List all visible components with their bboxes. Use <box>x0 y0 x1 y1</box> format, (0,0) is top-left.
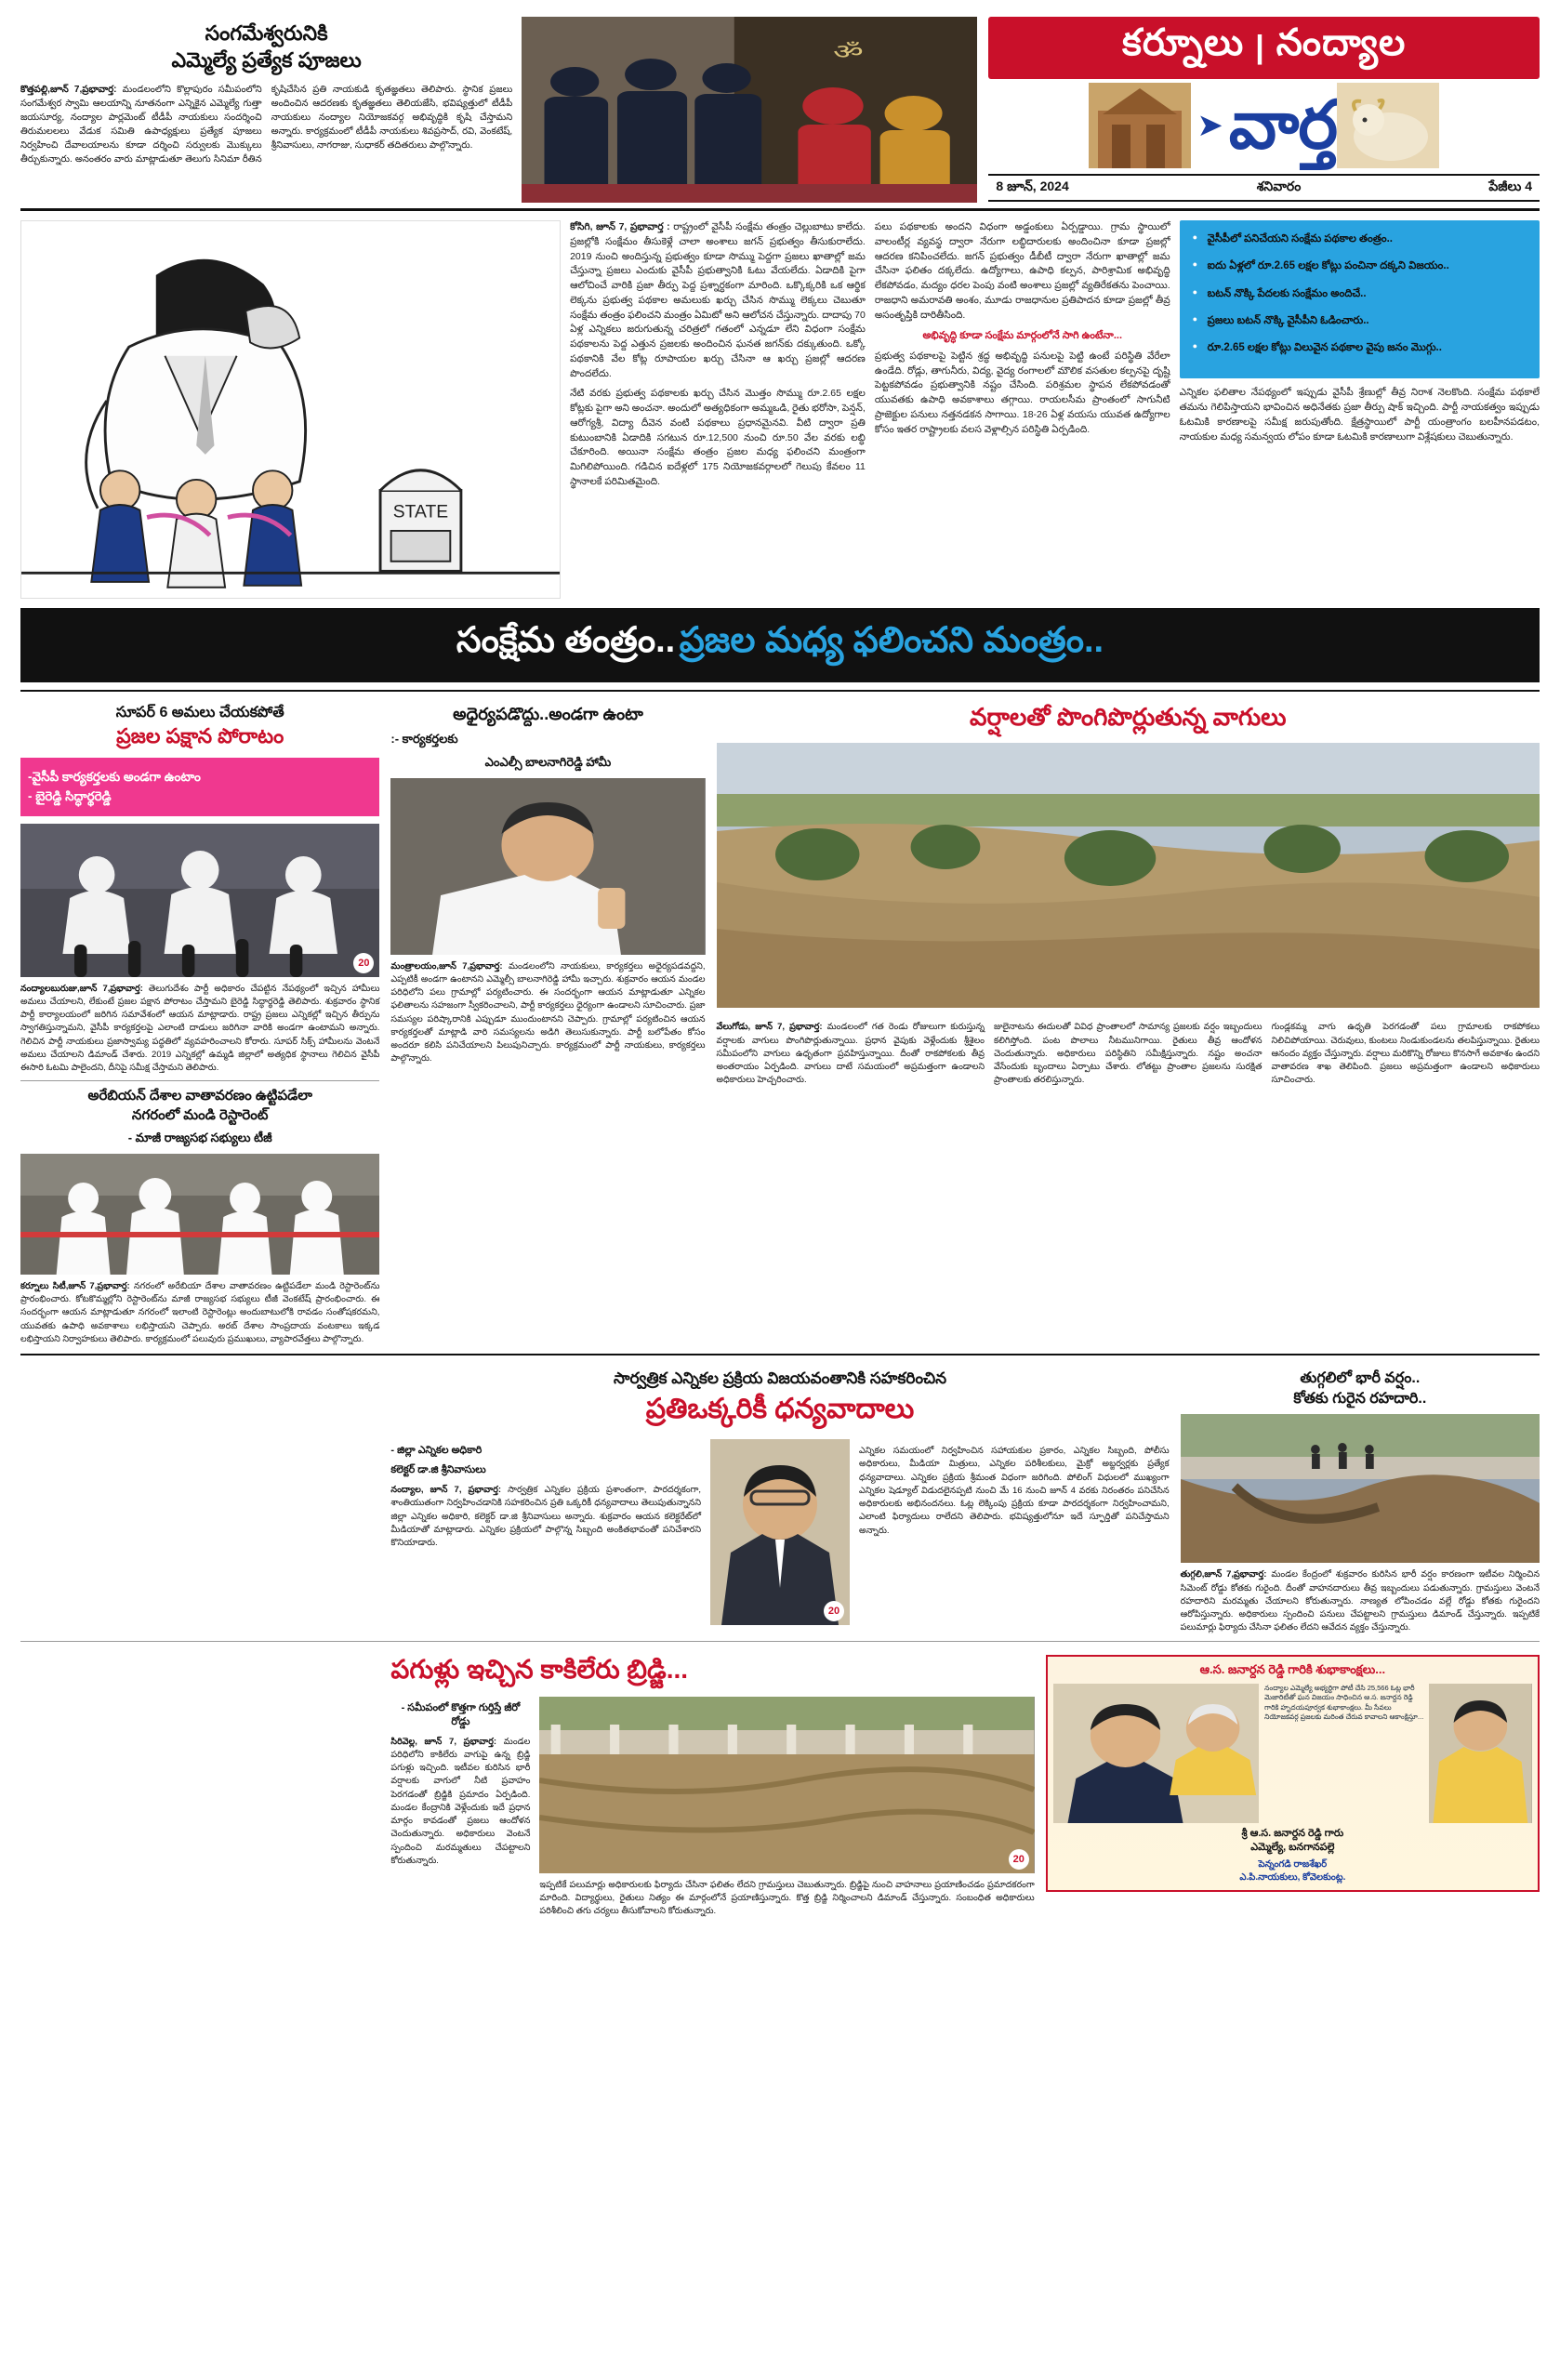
restaurant-caption <box>20 1280 379 1346</box>
bridge-col1-text: మండల పరిధిలోని కాకిలేరు వాగుపై ఉన్న బ్రిడ్జి పగుళ్లు ఇచ్చింది. ఇటీవల కురిసిన భారీ వర్షాలకు వాగులో నీటి ప్రవాహం పెరగడంతో బ్రిడ్జికి ప్రమాదం ఏర్పడింది. మండల కేంద్రానికి వెళ్లేందుకు ఇదే ప్రధాన మార్గం కావడంతో ప్రజలు ఆందోళన చెందుతున్నారు. అధికారులు వెంటనే స్పందించి మరమ్మతులు చేపట్టాలని కోరుతున్నారు. <box>390 1736 531 1866</box>
top-story <box>570 220 1170 599</box>
lead-story <box>20 17 522 203</box>
divider <box>20 1080 379 1081</box>
streams-col1-text: మండలంలో గత రెండు రోజులుగా కురుస్తున్న వర్షాలకు వాగులు పొంగిపొర్లుతున్నాయి. ప్రధాన వైపుకు వెళ్లేందుకు శ్రీశైలం సమీపంలోని వాగులు ఉధృతంగా ప్రవహిస్తున్నాయి. దీంతో రాకపోకలకు తీవ్ర అంతరాయం ఏర్పడింది. వాగులు దాటే సమయంలో అప్రమత్తంగా ఉండాలని అధికారులు హెచ్చరించారు. <box>716 1022 985 1086</box>
support-portrait <box>390 778 705 955</box>
divider <box>20 1641 1540 1642</box>
banner-part1: సంక్షేమ తంత్రం.. <box>456 621 676 661</box>
streams-columns <box>717 1015 1540 1087</box>
masthead <box>20 17 1540 211</box>
super6-caption-text: తెలుగుదేశం పార్టీ అధికారం చేపట్టిన నేపథ్యంలో ఇచ్చిన హామీలు అమలు చేయాలని, లేకుంటే ప్రజల పక్షాన పోరాటం చేస్తామని బైరెడ్డి సిద్ధార్థరెడ్డి తెలిపారు. శుక్రవారం స్థానిక పార్టీ కార్యాలయంలో జరిగిన సమావేశంలో ఆయన మాట్లాడారు. రాష్ట్ర ప్రజలు ఎన్నికల్లో ఇచ్చిన తీర్పును స్వాగతిస్తున్నామని, వైసీపీ కార్యకర్తలపై ఎలాంటి దాడులు జరిగినా వారికి అండగా ఉంటామని అన్నారు. గెలిచిన పార్టీ నాయకులు ప్రజాస్వామ్య పద్ధతిలో వ్యవహరించాలని కోరారు. సూపర్ సిక్స్ హామీలను వెంటనే అమలు చేయాలని డిమాండ్ చేశారు. 2019 ఎన్నికల్లో ఉమ్మడి జిల్లాలో అత్యధిక స్థానాలు గెలిచిన వైసీపీ ఈసారి ఓటమి పాలైందని, దీనిపై సమీక్ష చేస్తామని తెలిపారు. <box>20 983 380 1074</box>
bridge-sub: - సమీపంలో కొత్తగా గుర్తిస్తే జీరో రోడ్డు <box>401 1701 521 1727</box>
lead-body <box>20 83 512 166</box>
lead-photo-image <box>522 17 977 203</box>
streams-dateline: వేలుగోడు, జూన్ 7, ప్రభావార్త: <box>716 1022 823 1033</box>
feature-banner <box>20 608 1540 682</box>
list-item: ● ప్రజలు బటన్ నొక్కి వైసీపీని ఓడించారు.. <box>1193 313 1530 329</box>
restaurant-headline <box>20 1087 379 1125</box>
super6-kicker: సూపర్ 6 అమలు చేయకపోతే <box>115 705 284 721</box>
support-sub1: :- కార్యకర్తలకు <box>390 731 458 746</box>
thanks-sub: - జిల్లా ఎన్నికల అధికారి <box>390 1445 483 1457</box>
ad-photo-right <box>1429 1684 1532 1823</box>
lead-headline-line2: ఎమ్మెల్యే ప్రత్యేక పూజలు <box>171 47 362 72</box>
streams-col-2: జులైనాటను ఈదులతో వివిధ ప్రాంతాలలో సామాన్య ప్రజలకు వర్షం ఇబ్బందులు కలిగిస్తోంది. పంట పొలాలు నీటమునిగాయి. రైతులు తీవ్ర ఆందోళన చెందుతున్నారు. అధికారులు పరిస్థితిని సమీక్షిస్తున్నారు. నష్టం అంచనా వేసేందుకు బృందాలు ఏర్పాటు చేశారు. లోతట్టు ప్రాంతాల ప్రజలను సురక్షిత ప్రాంతాలకు తరలిస్తున్నారు. <box>994 1022 1263 1086</box>
top-story-col3-text: పలు పథకాలకు అందని విధంగా అడ్డంకులు ఏర్పడ్డాయి. గ్రామ స్థాయిలో వాలంటీర్ల వ్యవస్థ ద్వారా నేరుగా లబ్ధిదారులకు అందించినా కూడా ప్రజల్లో ఆదరణ కనిపించలేదు. జగన్ ప్రభుత్వం డీబీటీ ద్వారా నేరుగా ఖాతాల్లో జమ చేసినా ఫలితం దక్కలేదు. ఉద్యోగాలు, ఉపాధి కల్పన, పారిశ్రామిక అభివృద్ధి లేకపోవడం, మద్యం ధరల పెంపు వంటి అంశాలు ప్రజల్లో వ్యతిరేకతను పెంచాయి. రాజధాని అమరావతి అంశం, మూడు రాజధానుల ప్రతిపాదన కూడా ప్రజల్లో తీవ్ర అసంతృప్తికి దారితీసింది. <box>874 221 1170 321</box>
ad-body-text: నంద్యాల ఎమ్మెల్యే అభ్యర్థిగా పోటీ చేసి 25,566 ఓట్ల భారీ మెజారిటీతో ఘన విజయం సాధించిన ఆ.స. జనార్దన రెడ్డి గారికి హృదయపూర్వక శుభాకాంక్షలు. మీ సేవలు నియోజకవర్గ ప్రజలకు మరింత చేరువ కావాలని ఆకాంక్షిస్తూ... <box>1264 1683 1424 1722</box>
bridge-content <box>390 1697 1034 1919</box>
top-story-col-1 <box>570 220 866 599</box>
list-item: ● రూ.2.65 లక్షల కోట్లు విలువైన పథకాల వైపు జనం మొగ్గు.. <box>1193 340 1530 356</box>
support-headline: అధైర్యపడొద్దు..అండగా ఉంటా <box>453 705 643 724</box>
svg-text:ॐ: ॐ <box>833 40 864 64</box>
nameplate-footer <box>988 174 1540 202</box>
super6-photo <box>20 824 379 977</box>
highlights-box <box>1180 220 1540 599</box>
streams-col-1 <box>717 1021 985 1087</box>
nameplate-edition <box>988 17 1540 79</box>
super6-quote-line2: - బైరెడ్డి సిద్ధార్థరెడ్డి <box>28 789 112 804</box>
thanks-left <box>390 1439 701 1625</box>
lead-headline-line1: సంగమేశ్వరునికి <box>205 21 328 45</box>
divider <box>20 690 1540 692</box>
top-story-col-2 <box>875 220 1170 599</box>
bridge-headline: పగుళ్లు ఇచ్చిన కాకిలేరు బ్రిడ్జి... <box>390 1654 689 1684</box>
ad-sponsor <box>1053 1858 1532 1884</box>
ad-subject-name <box>1053 1827 1532 1856</box>
ad-subject-line2: ఎమ్మెల్యే, బనగానపల్లె <box>1250 1842 1335 1854</box>
highlights-card <box>1180 220 1540 378</box>
thanks-portrait-wrap <box>710 1439 850 1625</box>
edition-right: నంద్యాల <box>1276 22 1407 63</box>
ad-photo-left <box>1053 1684 1259 1823</box>
nameplate <box>977 17 1540 203</box>
bridge-left <box>390 1697 530 1919</box>
bridge-photo <box>539 1697 1034 1873</box>
support-caption <box>390 960 705 1066</box>
top-story-col1-text: రాష్ట్రంలో వైసీపీ సంక్షేమ తంత్రం చెల్లుబాటు కాలేదు. ప్రజల్లోకి సంక్షేమం తీసుకెళ్లే చాలా అంశాలు జగన్ ప్రభుత్వం తీసుకురాలేదు. 2019 నుంచి అందిస్తున్న ప్రభుత్వం కూడా సొమ్ము పెద్దగా ప్రజలు ఖాతాల్లో జమ చేస్తున్నా ప్రజలు ఎందుకు వైసీపీ ప్రభుత్వానికి ఓటు వేయలేదు. ఏడాదికి పైగా ఆలోచించే వారికి ప్రజా తీర్పు పెద్ద ప్రశ్నార్ధకంగా మారింది. ఒక్కొక్కరికి ఒక ఆర్థిక లెక్కను ప్రభుత్వ పథకాల అమలుకు ఖర్చు చేసిన సొమ్ము లెక్కలు చెబుతూ సంక్షేమ తంత్రం ఫలించని మంత్రం ఏమిటో అని ఆలోచన చేస్తున్నారు. దాదాపు 70 ఏళ్ల ఎన్నికలు జరుగుతున్న చరిత్రలో గతంలో ఎన్నడూ లేని విధంగా సంక్షేమ పథకాలను పెద్ద ఎత్తున ప్రజలకు అందించిన ఘనత జగన్‌కు దక్కుతుంది. ఒక్కో పథకానికి వేల కోట్ల రూపాయల ఖర్చు చేసినా ఆ ఖర్చు ప్రజల్లో ఆదరణ పొందలేదు. <box>570 221 866 379</box>
nandi-image <box>1337 83 1439 168</box>
super6-caption-dateline: నంద్యాలబురుజు,జూన్ 7,ప్రభావార్త: <box>20 983 143 994</box>
thanks-col1-text: సార్వత్రిక ఎన్నికల ప్రక్రియ ప్రశాంతంగా, పారదర్శకంగా, శాంతియుతంగా నిర్వహించడానికి సహకరించిన ప్రతి ఒక్కరికీ ధన్యవాదాలు తెలుపుతున్నానని జిల్లా ఎన్నికల అధికారి, కలెక్టర్ డా.జి శ్రీనివాసులు అన్నారు. శుక్రవారం ఆయన కలెక్టరేట్‌లో మీడియాతో మాట్లాడారు. ఎన్నికల ప్రక్రియలో పాల్గొన్న సిబ్బంది అంకితభావంతో పనిచేశారని కొనియాడారు. <box>390 1485 702 1549</box>
restaurant-headline-line2: నగరంలో మండి రెస్టారెంట్ <box>131 1106 269 1123</box>
lead-dateline: కొత్తపల్లి,జూన్ 7,ప్రభావార్త: <box>20 85 117 96</box>
top-story-dateline: కోసిగి, జూన్ 7, ప్రభావార్త : <box>570 221 670 232</box>
list-item: ● వైసీపీలో పనిచేయని సంక్షేమ పథకాల తంత్రం.. <box>1193 231 1530 247</box>
thanks-col1 <box>390 1484 701 1550</box>
nameplate-main <box>988 83 1540 168</box>
super6-headline: ప్రజల పక్షాన పోరాటం <box>116 723 284 747</box>
page-count: పేజీలు 4 <box>1488 178 1532 193</box>
bridge-col2: ఇప్పటికే పలుమార్లు అధికారులకు ఫిర్యాదు చేసినా ఫలితం లేదని గ్రామస్తులు చెబుతున్నారు. బ్రిడ్జిపై నుంచి వాహనాలు ప్రయాణించడం ప్రమాదకరంగా మారింది. విద్యార్థులు, రైతులు నిత్యం ఈ మార్గంలోనే ప్రయాణిస్తున్నారు. కొత్త బ్రిడ్జి నిర్మించాలని డిమాండ్ చేస్తున్నారు. సంబంధిత అధికారులు పరిశీలించి తగు చర్యలు తీసుకోవాలని కోరుతున్నారు. <box>539 1879 1035 1917</box>
bridge-photo-wrap <box>539 1697 1034 1919</box>
top-story-col2-text: నేటి వరకు ప్రభుత్వ పథకాలకు ఖర్చు చేసిన మొత్తం సొమ్ము రూ.2.65 లక్షల కోట్లకు పైగా అని అంచనా. అందులో అత్యధికంగా అమ్మఒడి, రైతు భరోసా, పెన్షన్, ఆరోగ్యశ్రీ, విద్యా దీవెన వంటి పథకాలు ప్రధానమైనవి. వీటి ద్వారా ప్రతి కుటుంబానికి ఏడాదికి సగటున రూ.12,500 నుంచి రూ.50 వేల వరకు లబ్ధి చేకూరింది. అయినా సంక్షేమ తంత్రం ప్రజల మధ్య ఫలించని మంత్రంగా మిగిలిపోయింది. గడిచిన ఐదేళ్లలో 175 నియోజకవర్గాలలో గెలుపు కేవలం 11 స్థానాలకే పరిమితమైంది. <box>570 388 866 487</box>
list-item: ● ఐదు ఏళ్లలో రూ.2.65 లక్షల కోట్లు పంచినా దక్కని విజయం.. <box>1193 258 1530 274</box>
nameplate-word: వార్త <box>1228 88 1338 163</box>
story-super6 <box>20 703 379 1346</box>
bottom-spacer <box>20 1655 379 1919</box>
super6-quote-box <box>20 758 379 816</box>
tuggali-photo <box>1181 1414 1540 1563</box>
thanks-sub2: కలెక్టర్ డా.జి శ్రీనివాసులు <box>390 1464 486 1476</box>
top-section <box>20 220 1540 599</box>
restaurant-sub: - మాజీ రాజ్యసభ సభ్యులు టీజీ <box>127 1130 272 1144</box>
support-dateline: మంత్రాలయం,జూన్ 7,ప్రభావార్త: <box>390 960 503 972</box>
lower-spacer <box>20 1368 379 1634</box>
super6-quote-line1: -వైసీపీ కార్యకర్తలకు అండగా ఉంటాం <box>28 769 201 784</box>
banner-part2: ప్రజల మధ్య ఫలించని మంత్రం.. <box>679 621 1104 661</box>
streams-headline: వర్షాలతో పొంగిపొర్లుతున్న వాగులు <box>969 703 1287 732</box>
thanks-kicker: సార్వత్రిక ఎన్నికల ప్రక్రియ విజయవంతానికి సహకరించిన <box>613 1369 947 1388</box>
highlights-list <box>1189 231 1530 356</box>
restaurant-headline-line1: అరేబియన్ దేశాల వాతావరణం ఉట్టిపడేలా <box>87 1088 312 1104</box>
tuggali-caption <box>1181 1568 1540 1634</box>
bridge-col1 <box>390 1736 530 1869</box>
story-rain-tuggali <box>1181 1368 1540 1634</box>
photo-number: 20 <box>824 1601 844 1621</box>
top-story-col-3 <box>1180 386 1540 444</box>
support-sub2: ఎంఎల్సీ బాలనాగిరెడ్డి హామీ <box>484 754 612 769</box>
issue-date: 8 జూన్, 2024 <box>996 178 1069 193</box>
bottom-section <box>20 1655 1540 1919</box>
tuggali-body: మండల కేంద్రంలో శుక్రవారం కురిసిన భారీ వర్షం కారణంగా ఇటీవల నిర్మించిన సిమెంట్ రోడ్డు కోతకు గురైంది. దీంతో వాహనదారులు తీవ్ర ఇబ్బందులు పడుతున్నారు. గ్రామస్తులు వెంటనే రహదారిని మరమ్మతు చేయాలని కోరుతున్నారు. నాణ్యత లోపించడం వల్లే రోడ్డు కోతకు గురైందని ఆరోపిస్తున్నారు. అధికారులు స్పందించి పనులు చేపట్టాలని గ్రామస్తులు డిమాండ్ చేస్తున్నారు. ఇప్పటికే పలుమార్లు ఫిర్యాదు చేసినా ఫలితం లేదని ఆవేదన వ్యక్తం చేస్తున్నారు. <box>1180 1569 1540 1633</box>
story-bridge <box>390 1655 1034 1919</box>
flag-icon: ➤ <box>1196 108 1223 143</box>
restaurant-dateline: కర్నూలు సిటీ,జూన్ 7,ప్రభావార్త: <box>20 1280 130 1291</box>
top-story-col4-text: ప్రభుత్వ పథకాలపై పెట్టిన శ్రద్ధ అభివృద్ధి పనులపై పెట్టి ఉంటే పరిస్థితి వేరేలా ఉండేది. రోడ్లు, తాగునీరు, విద్య, వైద్య రంగాలలో మౌలిక వసతుల కల్పనపై దృష్టి పెట్టకపోవడం ప్రభుత్వానికి నష్టం చేసింది. పరిశ్రమల స్థాపన లేకపోవడంతో యువతకు ఉపాధి అవకాశాలు తగ్గాయి. రాయలసీమ ప్రాంతంలో సాగునీటి ప్రాజెక్టుల పనులు నత్తనడకన సాగాయి. 18-26 ఏళ్ల వయసు యువత ఉద్యోగాల కోసం ఇతర రాష్ట్రాలకు వలస వెళ్లాల్సిన పరిస్థితి ఏర్పడింది. <box>874 350 1170 435</box>
edition-divider: | <box>1255 30 1265 65</box>
svg-text:STATE: STATE <box>392 502 449 522</box>
restaurant-body: నగరంలో అరేబియా దేశాల వాతావరణం ఉట్టిపడేలా మండి రెస్టారెంట్‌ను ప్రారంభించారు. కోటకొమ్మల్లోని రెస్టారెంట్‌ను మాజీ రాజ్యసభ సభ్యులు టీజీ వెంకటేష్ ప్రారంభించారు. ఈ సందర్భంగా ఆయన మాట్లాడుతూ నగరంలో ఇలాంటి రెస్టారెంట్లు అందుబాటులోకి రావడం సంతోషకరమని, యువతకు ఉపాధి అవకాశాలు లభిస్తాయని చెప్పారు. అరబ్ దేశాల సాంప్రదాయ వంటకాలు ఇక్కడ లభిస్తాయని నిర్వాహకులు తెలిపారు. కార్యక్రమంలో పలువురు ప్రముఖులు, వ్యాపారవేత్తలు పాల్గొన్నారు. <box>20 1280 380 1344</box>
mid-section <box>20 703 1540 1346</box>
ad-content <box>1053 1684 1532 1823</box>
ad-headline: ఆ.స. జనార్దన రెడ్డి గారికి శుభాకాంక్షలు... <box>1199 1661 1386 1676</box>
tuggali-headline <box>1181 1368 1540 1408</box>
thanks-headline: ప్రతిఒక్కరికీ ధన్యవాదాలు <box>645 1394 915 1425</box>
tuggali-headline-line2: కోతకు గురైన రహదారి.. <box>1293 1390 1427 1407</box>
lower-section <box>20 1368 1540 1634</box>
tuggali-headline-line1: తుగ్గలిలో భారీ వర్షం.. <box>1300 1370 1421 1387</box>
photo-number: 20 <box>353 953 374 973</box>
story-thanks <box>390 1368 1169 1634</box>
thanks-col2: ఎన్నికల సమయంలో నిర్వహించిన సహాయకుల ప్రకారం, ఎన్నికల సిబ్బంది, పోలీసు అధికారులు, మీడియా మిత్రులు, ఎన్నికల పరిశీలకులు, మైక్రో అబ్జర్వర్లకు ప్రత్యేక ధన్యవాదాలు. ఎన్నికల ప్రక్రియ శ్రీమంత విధంగా జరిగింది. పోలింగ్ విధులలో ముఖ్యంగా ఎన్నికల షెడ్యూల్ విడుదలైనప్పటి నుంచి మే 16 నుంచి జూన్ 4 వరకు నిరంతరం పనిచేసిన అధికారులకు అభినందనలు. ఓట్ల లెక్కింపు ప్రక్రియ కూడా పారదర్శకంగా నిర్వహించామని, ఎలాంటి ఫిర్యాదులు రాలేదని తెలిపారు. భవిష్యత్తులోనూ ఇదే స్ఫూర్తితో పనిచేస్తామని అన్నారు. <box>859 1446 1170 1536</box>
restaurant-photo <box>20 1154 379 1275</box>
top-story-col5-text: ఎన్నికల ఫలితాల నేపథ్యంలో ఇప్పుడు వైసీపీ శ్రేణుల్లో తీవ్ర నిరాశ నెలకొంది. సంక్షేమ పథకాలే తమను గెలిపిస్తాయని భావించిన అధినేతకు ప్రజా తీర్పు షాక్ ఇచ్చింది. పార్టీ నాయకత్వం ఇప్పుడు ఓటమికి కారణాలపై సమీక్ష జరుపుతోంది. క్షేత్రస్థాయిలో పార్టీ యంత్రాంగం బలహీనపడటం, నాయకుల మధ్య సమన్వయ లోపం కూడా ఓటమికి కారణాలుగా విశ్లేషకులు చెబుతున్నారు. <box>1179 387 1540 443</box>
photo-number: 20 <box>1009 1849 1029 1870</box>
support-body: మండలంలోని నాయకులు, కార్యకర్తలు అధైర్యపడవద్దని, ఎప్పటికీ అండగా ఉంటానని ఎమ్మెల్సీ బాలనాగిరెడ్డి హామీ ఇచ్చారు. శుక్రవారం ఆయన మండల పరిధిలోని పలు గ్రామాల్లో పర్యటించారు. ఈ సందర్భంగా ఆయన మాట్లాడుతూ ఎన్నికల ఫలితాలను సహజంగా స్వీకరించాలని, పార్టీ కార్యకర్తలు ధైర్యంగా ఉండాలని సూచించారు. ప్రజా సమస్యల పరిష్కారానికి ఎప్పుడూ ముందుంటానని చెప్పారు. గ్రామాల్లో పర్యటించిన ఆయన కార్యకర్తలతో మాట్లాడి వారి సమస్యలను అడిగి తెలుసుకున్నారు. పార్టీ బలోపేతం కోసం అందరూ కలిసి పనిచేయాలని పిలుపునిచ్చారు. కార్యక్రమంలో పార్టీ నాయకులు, కార్యకర్తలు పాల్గొన్నారు. <box>390 960 706 1064</box>
edition-left: కర్నూలు <box>1122 22 1245 63</box>
thanks-body <box>390 1439 1169 1625</box>
thanks-dateline: నంద్యాల, జూన్ 7, ప్రభావార్త: <box>390 1485 502 1496</box>
ad-portrait-side <box>1429 1684 1532 1823</box>
ad-box[interactable] <box>1046 1655 1540 1893</box>
ad-portrait-main <box>1053 1684 1259 1823</box>
lead-body-text: మండలంలోని కొల్లాపురం సమీపంలోని సంగమేశ్వర స్వామి ఆలయాన్ని నూతనంగా ఎన్నికైన ఎమ్మెల్యే గుత్తా జయసూర్య, నంద్యాల పార్లమెంట్ టీడీపీ నాయకులు సందర్శించి తిరుమలలలు వేడుక సమితి ఉపాధ్యక్షులు ప్రత్యేక పూజలు నిర్వహించి దేవాలయాలను కూడా దర్శించి సర్వులకు మొక్కులు తీర్చుకున్నారు. అనంతరం వారు మాట్లాడుతూ తెలుగు సినిమా రీతిన కృషిచేసిన ప్రతి నాయకుడి కృతజ్ఞతలు తెలిపారు. స్థానిక ప్రజలు అందించిన ఆదరణకు కృతజ్ఞతలు తెలియజేసి, భవిష్యత్తులో టీడీపీ నాయకులు నంద్యాల నియోజకవర్గ అభివృద్ధికి కృషి చేస్తామని అన్నారు. కార్యక్రమంలో టీడీపీ నాయకులు శివప్రసాద్, రవి, వెంకటేష్, శ్రీనివాసులు, నాగరాజు, సుధాకర్ తదితరులు పాల్గొన్నారు. <box>20 85 513 165</box>
lead-photo <box>522 17 977 203</box>
thanks-portrait <box>710 1439 850 1625</box>
story-streams <box>717 703 1540 1346</box>
list-item: ● బటన్ నొక్కి పేదలకు సంక్షేమం అందిచే.. <box>1193 286 1530 302</box>
ad-sponsor-line1: పెన్నంగడి రాజశేఖర్ <box>1258 1859 1328 1871</box>
bridge-dateline: సిరివెల్ల, జూన్ 7, ప్రభావార్త: <box>390 1736 497 1747</box>
lead-headline <box>20 20 512 73</box>
editorial-cartoon <box>20 220 561 599</box>
top-story-subhead: అభివృద్ధి కూడా సంక్షేమ మార్గంలోనే సాగి ఉంటేనా... <box>922 330 1123 342</box>
streams-photo <box>717 743 1540 1008</box>
story-support <box>390 703 705 1346</box>
divider <box>20 1354 1540 1355</box>
ad-subject-line1: శ్రీ ఆ.స. జనార్దన రెడ్డి గారు <box>1241 1827 1344 1839</box>
streams-col-3: గుండ్లకమ్మ వాగు ఉధృతి పెరగడంతో పలు గ్రామాలకు రాకపోకలు నిలిచిపోయాయి. చెరువులు, కుంటలు నిండుకుండలను తలపిస్తున్నాయి. రైతులు ఆనందం వ్యక్తం చేస్తున్నారు. వర్షాలు మరికొన్ని రోజులు కొనసాగే అవకాశం ఉందని వాతావరణ శాఖ తెలిపింది. ప్రజలు అప్రమత్తంగా ఉండాలని అధికారులు సూచించారు. <box>1271 1022 1540 1086</box>
ad-sponsor-line2: ఎ.పి.నాయకులు, కోవెలకుంట్ల. <box>1239 1872 1346 1884</box>
ad-text-mid <box>1264 1684 1423 1823</box>
tuggali-dateline: తుగ్గలి,జూన్ 7,ప్రభావార్త: <box>1180 1569 1267 1580</box>
advertisement <box>1046 1655 1540 1919</box>
temple-image <box>1089 83 1191 168</box>
super6-caption <box>20 983 379 1076</box>
issue-day: శనివారం <box>1256 178 1302 193</box>
